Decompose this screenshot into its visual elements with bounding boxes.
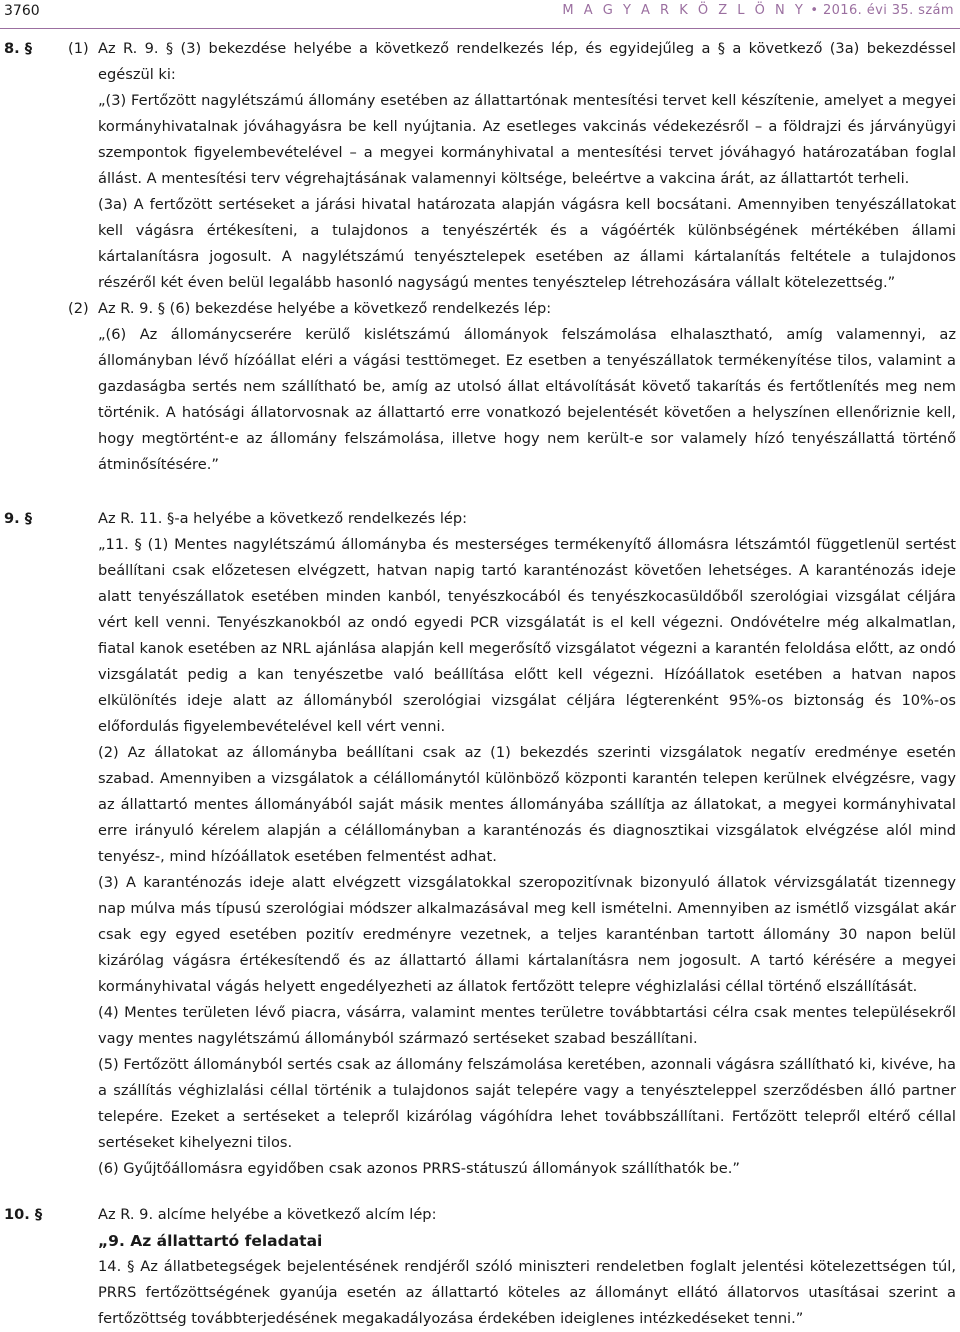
section-number: 8. § bbox=[4, 40, 33, 57]
paragraph-14: 14. § Az állatbetegségek bejelentésének rendjéről szóló miniszteri rendeletben foglalt jelentési kötelezettségen túl, PRRS fertőzöttségének gyanúja esetén az állattartó köteles az állományt ellátó állatorvos utasításai szerint a fertőzöttség továbbterjedésének megakadályozása érdekében ideiglenes intézkedéseket tenni.” bbox=[98, 1258, 956, 1327]
paragraph-3: „(3) Fertőzött nagylétszámú állomány esetében az állattartónak mentesítési tervet kell készítenie, amelyet a megyei kormányhivatalnak jóváhagyásra be kell nyújtania. Az esetleges vakcinás védekezésről – a földrajzi és járványügyi szempontok figyelembevételével – a megyei kormányhivatal a mentesítési tervet jóváhagyó határozatában foglal állást. A mentesítési terv végrehajtásának valamennyi költsége, beleértve a vakcina árát, az állattartót terheli. bbox=[98, 92, 956, 187]
header-divider bbox=[0, 28, 960, 29]
subsection-intro: Az R. 9. § (6) bekezdése helyébe a következő rendelkezés lép: bbox=[98, 300, 552, 317]
subtitle-heading: „9. Az állattartó feladatai bbox=[98, 1232, 323, 1250]
section-intro: Az R. 11. §-a helyébe a következő rendelkezés lép: bbox=[98, 510, 468, 527]
journal-title: M A G Y A R K Ö Z L Ö N Y • 2016. évi 35. szám bbox=[562, 3, 954, 18]
paragraph-11-5: (5) Fertőzött állományból sertés csak az állomány felszámolása keretében, azonnali vágásra szállítható ki, kivéve, ha a szállítás véghizlalási céllal történik a tulajdonos saját telepére vagy a tenyészteleppel szerződésben álló partner telepére. Ezeket a sertéseket a telepről kizárólag vágóhídra lehet továbbszállítani. Fertőzött telepről eltérő céllal sertéseket kihelyezni tilos. bbox=[98, 1056, 956, 1151]
paragraph-11-3: (3) A karanténozás ideje alatt elvégzett vizsgálatokkal szeropozitívnak bizonyuló állatok vérvizsgálatát tizennegy nap múlva más típusú szerológiai módszer alkalmazásával meg kell ismételni. Amennyiben az ismétlő vizsgálat akár csak egy egyed esetében pozitív eredményre vezetnek, a teljes karanténban tartott állomány 30 napon belül kizárólag vágásra értékesítendő és az állattartó állami kártalanításra nem jogosult. A tartó kérésére a megyei kormányhivatal vágás helyett engedélyezheti az állatok fertőzött telepre véghizlalási céllal történő elszállítását. bbox=[98, 874, 956, 995]
paragraph-3a: (3a) A fertőzött sertéseket a járási hivatal határozata alapján vágásra kell bocsátani. Amennyiben tenyészállatokat kell vágásra értékesíteni, a tulajdonos a tenyészérték és a vágóérték különbségének mértékében állami kártalanításra jogosult. A nagylétszámú tenyésztelepek esetében az állami kártalanítás feltétele a tulajdonos részéről két éven belül legalább hasonló nagyságú mentes tenyésztelep létrehozására vállalt kötelezettség.” bbox=[98, 196, 956, 291]
journal-issue: 2016. évi 35. szám bbox=[822, 3, 954, 18]
section-number: 10. § bbox=[4, 1206, 43, 1223]
subsection-label: (1) bbox=[68, 40, 89, 57]
journal-name: M A G Y A R K Ö Z L Ö N Y bbox=[562, 3, 806, 18]
page-number: 3760 bbox=[4, 3, 40, 19]
section-intro: Az R. 9. alcíme helyébe a következő alcím lép: bbox=[98, 1206, 437, 1223]
paragraph-11-1: „11. § (1) Mentes nagylétszámú állományba és mesterséges termékenyítő állomásra létszámtól függetlenül sertést beállítani csak előzetesen elvégzett, hatvan napig tartó karanténozást követően lehetséges. A karanténozás ideje alatt tenyészállatok esetében minden kanból, tenyészkocából és tenyészkocasüldőből szerológiai vizsgálat céljára vért kell venni. Tenyészkanokból az ondó egyedi PCR vizsgálatát is el kell végezni. Ondóvételre még alkalmatlan, fiatal kanok esetében az NRL ajánlása alapján kell megerősítő vizsgálatot végezni a karantén feloldása előtt, az ondó vizsgálatát pedig a kan tenyészetbe való beállítása előtt kell végezni. Hízóállatok esetében a hatvan napos elkülönítés ideje alatt az állományból szerológiai vizsgálat céljára légterenként 95%-os biztonság és 10%-os előfordulás figyelembevételével kell vért venni. bbox=[98, 536, 956, 735]
paragraph-11-6: (6) Gyűjtőállomásra egyidőben csak azonos PRRS-státuszú állományok szállíthatók be.” bbox=[98, 1160, 740, 1177]
subsection-label: (2) bbox=[68, 300, 89, 317]
paragraph-11-2: (2) Az állatokat az állományba beállítani csak az (1) bekezdés szerinti vizsgálatok negatív eredménye esetén szabad. Amennyiben a vizsgálatok a célállománytól különböző központi karantén telepen kerülnek elvégzésre, vagy az állattartó mentes állományából saját másik mentes állományába szállítja az állatokat, a megyei kormányhivatal erre irányuló kérelem alapján a célállományban a karanténozás és diagnosztikai vizsgálatok elvégzése alól mind tenyész-, mind hízóállatok esetében felmentést adhat. bbox=[98, 744, 956, 865]
paragraph-6: „(6) Az állománycserére kerülő kislétszámú állományok felszámolása elhalasztható, amíg valamennyi, az állományban lévő hízóállat eléri a vágási testtömeget. Ez esetben a tenyészállatok termékenyítése tilos, valamint a gazdaságba sertés nem szállítható be, amíg az utolsó állat eltávolítását követő takarítás és fertőtlenítés meg nem történik. A hatósági állatorvosnak az állattartó erre vonatkozó bejelentését követően a helyszínen ellenőriznie kell, hogy megtörtént-e az állomány felszámolása, illetve hogy nem került-e sor valamely hízó tenyészállattá történő átminősítésére.” bbox=[98, 326, 956, 473]
paragraph-11-4: (4) Mentes területen lévő piacra, vásárra, valamint mentes területre továbbtartási célra csak mentes településekről vagy mentes nagylétszámú állományból származó sertéseket szabad beszállítani. bbox=[98, 1004, 956, 1047]
section-number: 9. § bbox=[4, 510, 33, 527]
page-header bbox=[0, 0, 960, 30]
subsection-intro: Az R. 9. § (3) bekezdése helyébe a következő rendelkezés lép, és egyidejűleg a § a következő (3a) bekezdéssel egészül ki: bbox=[98, 40, 956, 83]
